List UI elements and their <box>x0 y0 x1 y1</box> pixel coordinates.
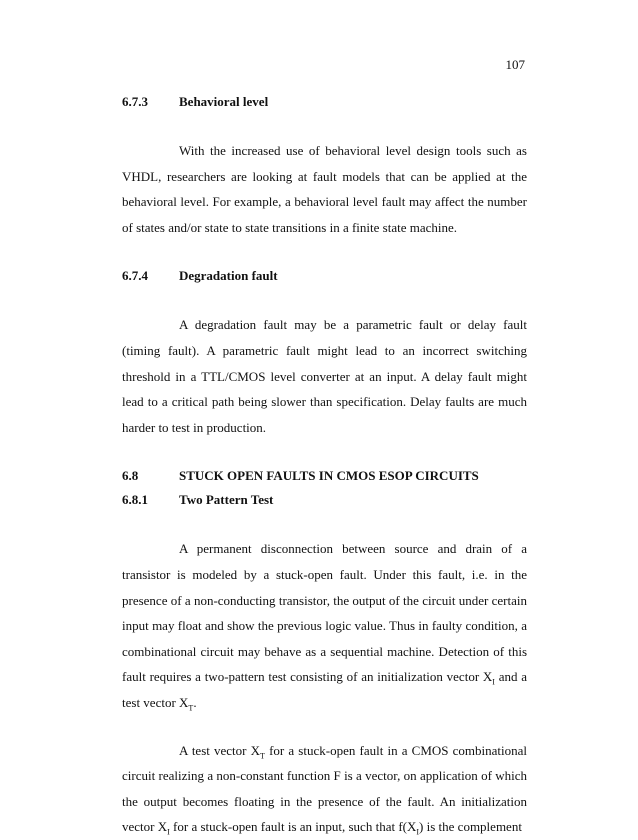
section-heading-6-8 <box>122 466 527 486</box>
section-heading-6-7-4 <box>122 266 527 286</box>
text-run: A permanent disconnection between source and drain of a transistor is modeled by a stuck-open fault. Under this fault, i.e. in the presence of a non-conducting transistor, the output of the circuit under certain input may float and show the previous logic value. Thus in faulty condition, a combinational circuit may behave as a sequential machine. Detection of this fault requires a two-pattern test consisting of an initialization vector X <box>122 541 527 685</box>
text-run: for a stuck-open fault is an input, such that f(X <box>169 819 417 835</box>
text-run: A test vector X <box>179 742 261 758</box>
text-run: and a test vector X <box>122 669 527 710</box>
section-heading-6-7-3 <box>122 92 527 112</box>
text-run: ) is the complement <box>419 819 522 835</box>
page-content <box>122 92 527 840</box>
paragraph-behavioral-level: With the increased use of behavioral level design tools such as VHDL, researchers are looking at fault models that can be applied at the behavioral level. For example, a behavioral level fault may affect the number of states and/or state to state transitions in a finite state machine. <box>122 143 527 235</box>
subscript: T <box>260 751 265 761</box>
paragraph-degradation-fault: A degradation fault may be a parametric fault or delay fault (timing fault). A parametric fault might lead to an incorrect switching threshold in a TTL/CMOS level converter at an input. A delay fault might lead to a critical path being slower than specification. Delay faults are much harder to test in production. <box>122 317 527 435</box>
section-number: 6.8.1 <box>122 492 148 508</box>
section-title: STUCK OPEN FAULTS IN CMOS ESOP CIRCUITS <box>179 468 479 484</box>
paragraph-two-pattern-test-2 <box>122 738 527 840</box>
section-title: Degradation fault <box>179 268 278 284</box>
section-title: Two Pattern Test <box>179 492 274 508</box>
page-number: 107 <box>505 57 525 72</box>
section-number: 6.7.3 <box>122 94 148 109</box>
paragraph-two-pattern-test-1 <box>122 536 527 715</box>
subscript: I <box>492 677 495 687</box>
subscript: T <box>188 703 194 713</box>
subscript: I <box>416 827 420 837</box>
section-number: 6.7.4 <box>122 268 148 284</box>
subscript: I <box>167 827 170 837</box>
text-run: for a stuck-open fault in a CMOS combinational circuit realizing a non-constant function F is a vector, on application of which the output becomes floating in the presence of the fault. An initialization vector X <box>122 742 528 835</box>
section-number: 6.8 <box>122 468 139 484</box>
text-run: . <box>193 694 197 710</box>
section-heading-6-8-1 <box>122 490 527 510</box>
section-title: Behavioral level <box>179 94 269 109</box>
